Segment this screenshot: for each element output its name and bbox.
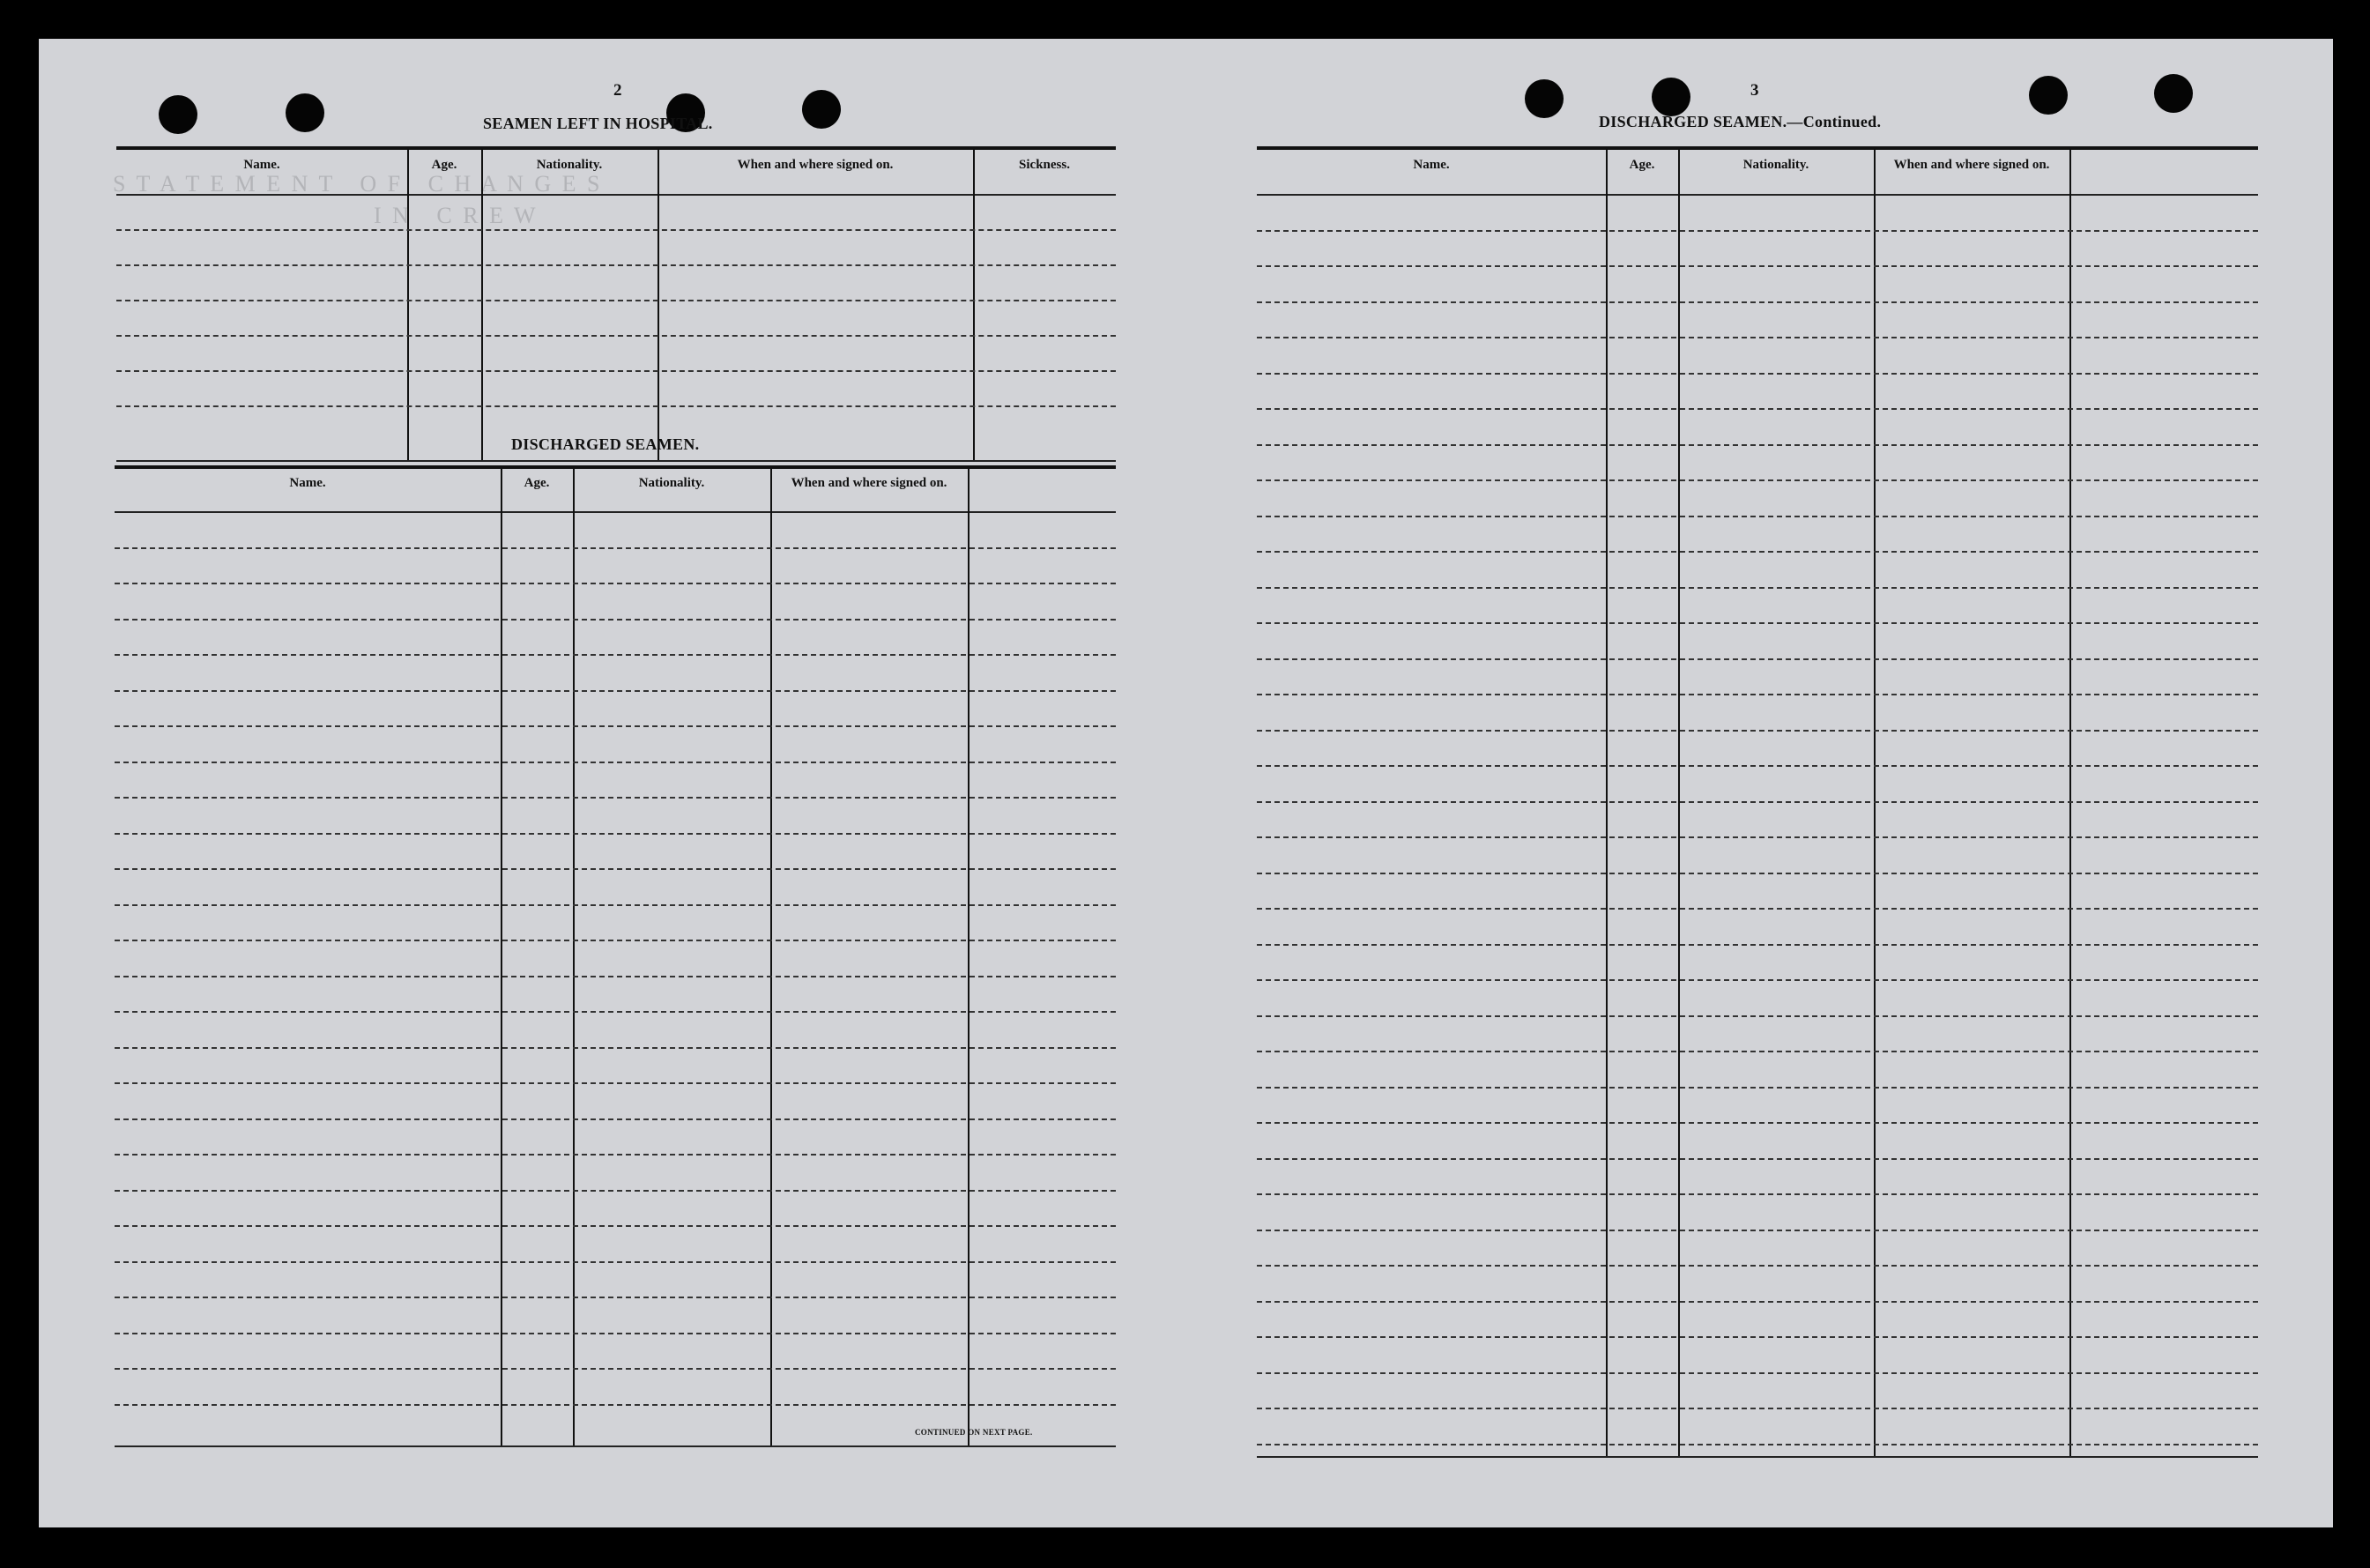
table-row	[115, 1118, 1116, 1120]
column-header: Name.	[289, 476, 326, 490]
table-row	[115, 976, 1116, 977]
table-row	[1257, 1444, 2258, 1445]
discharged-continued-title: DISCHARGED SEAMEN.—Continued.	[1599, 113, 1882, 130]
column-header: When and where signed on.	[791, 476, 947, 490]
table-row	[115, 762, 1116, 763]
table-row	[1257, 230, 2258, 232]
table-row	[1257, 765, 2258, 767]
table-row	[1257, 373, 2258, 375]
header-rule	[116, 194, 1116, 196]
table-row	[115, 583, 1116, 584]
table-top-rule	[116, 146, 1116, 150]
punch-hole	[2029, 76, 2068, 115]
table-row	[1257, 944, 2258, 946]
column-header: When and where signed on.	[1893, 158, 2050, 172]
table-top-rule	[115, 465, 1116, 469]
table-row	[116, 405, 1116, 407]
column-divider	[658, 146, 659, 460]
table-row	[1257, 622, 2258, 624]
table-row	[1257, 444, 2258, 446]
table-row	[1257, 1158, 2258, 1160]
column-header: When and where signed on.	[737, 158, 894, 172]
punch-hole	[286, 93, 324, 132]
table-row	[1257, 479, 2258, 481]
hospital-section-title: SEAMEN LEFT IN HOSPITAL.	[483, 115, 713, 132]
column-divider	[973, 146, 975, 460]
table-row	[115, 725, 1116, 727]
table-row	[1257, 1408, 2258, 1409]
column-header: Nationality.	[638, 476, 705, 490]
table-row	[1257, 1122, 2258, 1124]
table-row	[1257, 694, 2258, 695]
table-row	[116, 264, 1116, 266]
table-row	[115, 547, 1116, 549]
punch-hole	[2154, 74, 2193, 113]
table-row	[1257, 1372, 2258, 1374]
table-row	[1257, 587, 2258, 589]
table-row	[115, 619, 1116, 621]
table-row	[1257, 730, 2258, 732]
page-number-right: 3	[1750, 81, 1759, 100]
continued-note: CONTINUED ON NEXT PAGE.	[915, 1428, 1033, 1437]
column-divider	[968, 465, 970, 1445]
column-divider	[573, 465, 575, 1445]
table-row	[1257, 1265, 2258, 1267]
discharged-continued-table	[1257, 146, 2258, 1456]
column-divider	[501, 465, 502, 1445]
table-row	[1257, 516, 2258, 517]
column-divider	[770, 465, 772, 1445]
discharged-section-title: DISCHARGED SEAMEN.	[511, 435, 700, 453]
column-header: Sickness.	[1019, 158, 1070, 172]
table-row	[116, 229, 1116, 231]
table-row	[116, 370, 1116, 372]
table-row	[115, 1333, 1116, 1334]
table-row	[115, 833, 1116, 835]
table-row	[115, 1368, 1116, 1370]
bleed-through-text: S T A T E M E N T O F C H A N G E S	[113, 171, 603, 197]
discharged-table	[115, 465, 1116, 1449]
table-row	[1257, 1087, 2258, 1089]
table-top-rule	[1257, 146, 2258, 150]
table-row	[115, 1297, 1116, 1298]
page-number-left: 2	[613, 81, 622, 100]
table-row	[115, 654, 1116, 656]
table-row	[115, 797, 1116, 799]
table-row	[1257, 301, 2258, 303]
column-divider	[481, 146, 483, 460]
table-row	[115, 940, 1116, 941]
table-row	[1257, 873, 2258, 874]
column-header: Name.	[1413, 158, 1450, 172]
table-row	[1257, 551, 2258, 553]
table-row	[115, 1190, 1116, 1192]
table-row	[115, 904, 1116, 906]
punch-hole	[1525, 79, 1564, 118]
column-header: Nationality.	[536, 158, 603, 172]
table-row	[1257, 658, 2258, 660]
column-divider	[407, 146, 409, 460]
table-row	[1257, 1193, 2258, 1195]
table-row	[1257, 1015, 2258, 1017]
table-row	[115, 1011, 1116, 1013]
table-row	[115, 690, 1116, 692]
table-bottom-rule	[116, 460, 1116, 462]
table-row	[116, 300, 1116, 301]
column-header: Age.	[1629, 158, 1655, 172]
table-row	[115, 1404, 1116, 1406]
header-rule	[115, 511, 1116, 513]
column-header: Age.	[431, 158, 457, 172]
table-row	[1257, 979, 2258, 981]
table-bottom-rule	[115, 1445, 1116, 1447]
table-bottom-rule	[1257, 1456, 2258, 1458]
column-header: Age.	[524, 476, 550, 490]
table-row	[1257, 1230, 2258, 1231]
form-sheet	[39, 39, 2333, 1527]
table-row	[1257, 1336, 2258, 1338]
bleed-through-text: I N C R E W	[374, 203, 539, 228]
punch-hole	[159, 95, 197, 134]
column-header: Name.	[243, 158, 280, 172]
punch-hole	[802, 90, 841, 129]
table-row	[115, 1082, 1116, 1084]
column-header: Nationality.	[1742, 158, 1809, 172]
table-row	[115, 1225, 1116, 1227]
table-row	[115, 1154, 1116, 1156]
table-row	[1257, 1301, 2258, 1303]
table-row	[115, 1261, 1116, 1263]
table-row	[1257, 408, 2258, 410]
punch-hole	[1652, 78, 1690, 116]
table-row	[115, 1047, 1116, 1049]
table-row	[1257, 908, 2258, 910]
table-row	[1257, 1051, 2258, 1052]
header-rule	[1257, 194, 2258, 196]
table-row	[115, 868, 1116, 870]
table-row	[1257, 337, 2258, 338]
table-row	[116, 335, 1116, 337]
table-row	[1257, 836, 2258, 838]
table-row	[1257, 801, 2258, 803]
hospital-table	[116, 146, 1116, 460]
table-row	[1257, 265, 2258, 267]
